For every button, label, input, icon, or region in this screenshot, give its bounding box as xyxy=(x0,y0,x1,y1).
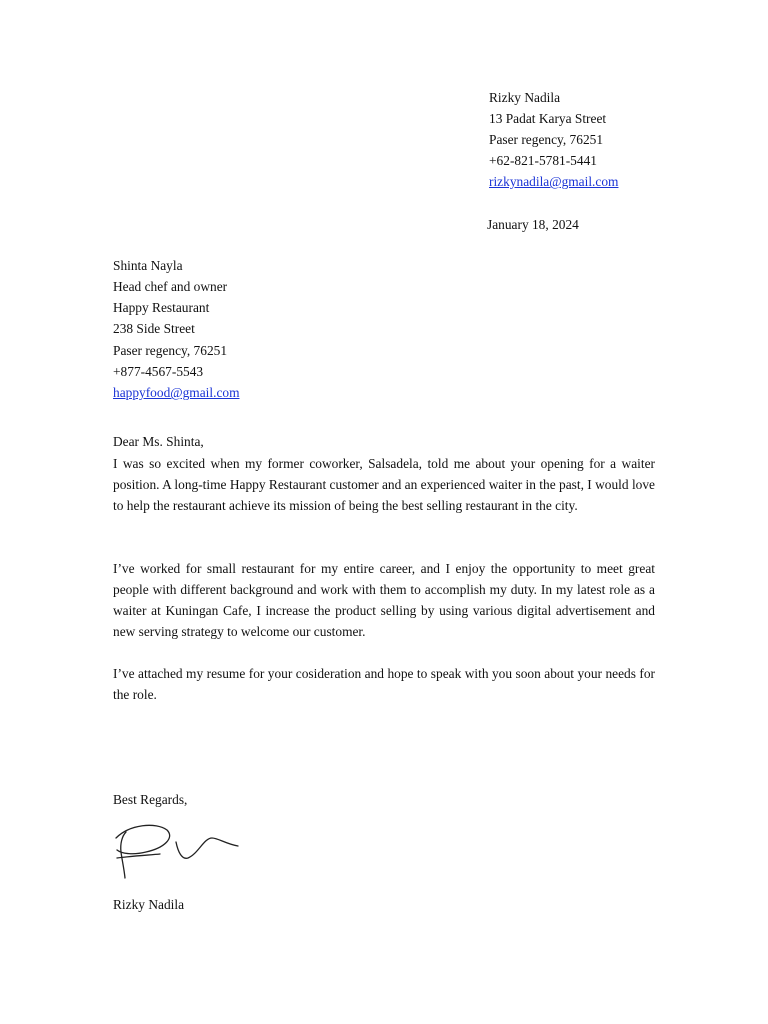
sender-street: 13 Padat Karya Street xyxy=(489,111,607,126)
body-paragraph-1: I was so excited when my former coworker, Salsadela, told me about your opening for a waiter position. A long-time Happy Restaurant customer and an experienced waiter in the past, I would love to help the restaurant achieve its mission of being the best selling restaurant in the city. xyxy=(113,456,655,513)
sender-name: Rizky Nadila xyxy=(489,90,561,105)
signature-image xyxy=(112,816,244,882)
signature-name: Rizky Nadila xyxy=(113,897,185,912)
recipient-company: Happy Restaurant xyxy=(113,300,210,315)
recipient-phone: +877-4567-5543 xyxy=(113,364,204,379)
recipient-title: Head chef and owner xyxy=(113,279,228,294)
recipient-street: 238 Side Street xyxy=(113,321,195,336)
sender-email-link[interactable]: rizkynadila@gmail.com xyxy=(489,174,619,189)
body-paragraph-3: I’ve attached my resume for your cosideration and hope to speak with you soon about your needs for the role. xyxy=(113,666,655,702)
sender-city: Paser regency, 76251 xyxy=(489,132,604,147)
recipient-email-link[interactable]: happyfood@gmail.com xyxy=(113,385,240,400)
letter-date: January 18, 2024 xyxy=(487,217,579,232)
sender-phone: +62-821-5781-5441 xyxy=(489,153,597,168)
salutation: Dear Ms. Shinta, xyxy=(113,434,204,449)
body-paragraph-2: I’ve worked for small restaurant for my entire career, and I enjoy the opportunity to meet great people with different background and work with them to accomplish my duty. In my latest role as a waiter at Kuningan Cafe, I increase the product selling by using various digital advertisement and new serving strategy to welcome our customer. xyxy=(113,561,655,639)
recipient-city: Paser regency, 76251 xyxy=(113,343,228,358)
recipient-name: Shinta Nayla xyxy=(113,258,183,273)
closing: Best Regards, xyxy=(113,792,188,807)
